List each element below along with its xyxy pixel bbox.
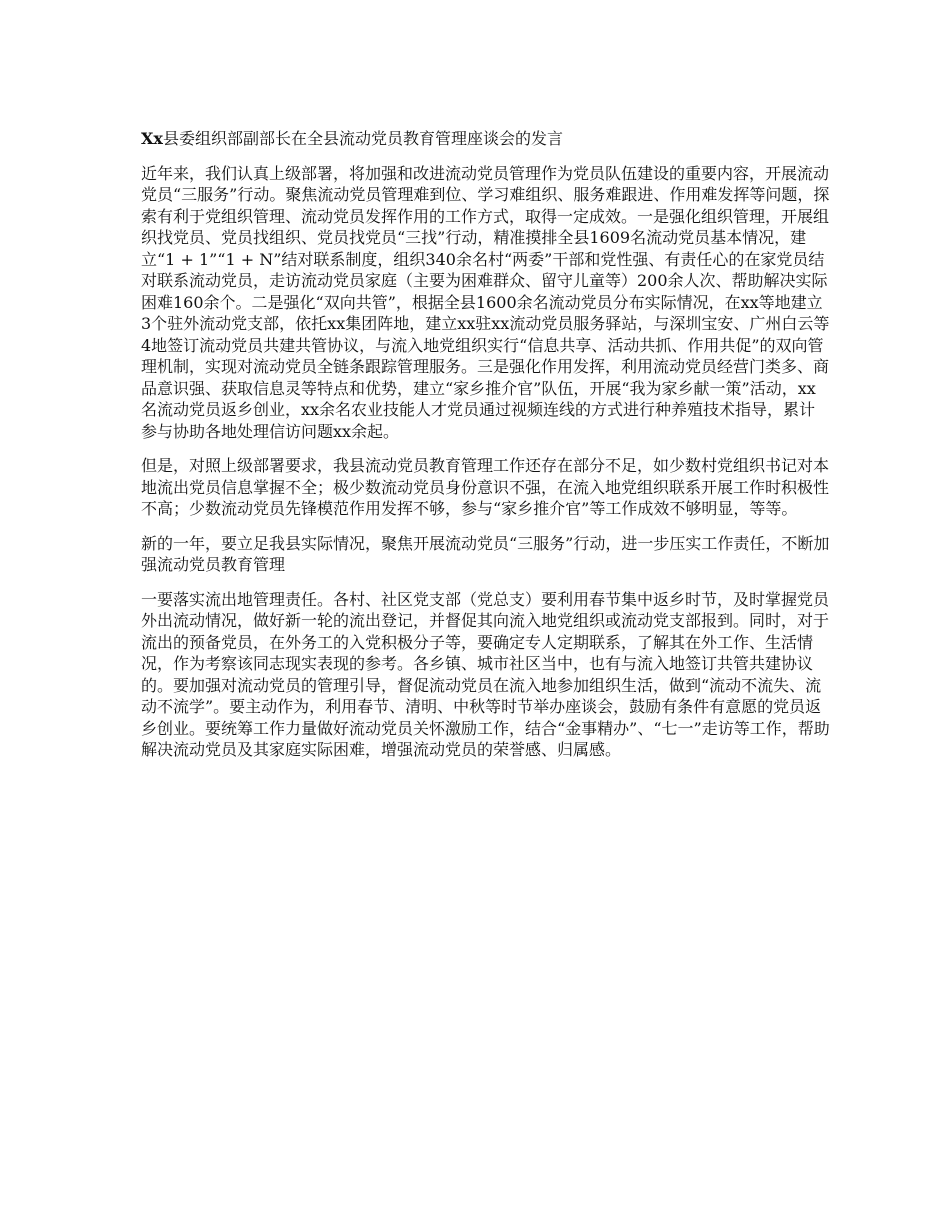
paragraph-2: 但是，对照上级部署要求，我县流动党员教育管理工作还存在部分不足，如少数村党组织书记对本地流出党员信息掌握不全；极少数流动党员身份意识不强，在流入地党组织联系开展工作时积极性不高；少数流动党员先锋模范作用发挥不够，参与“家乡推介官”等工作成效不够明显，等等。 — [141, 456, 830, 518]
document-body — [141, 128, 831, 774]
paragraph-4: 一要落实流出地管理责任。各村、社区党支部（党总支）要利用春节集中返乡时节，及时掌握党员外出流动情况，做好新一轮的流出登记，并督促其向流入地党组织或流动党支部报到。同时，对于流出的预备党员，在外务工的入党积极分子等，要确定专人定期联系，了解其在外工作、生活情况，作为考察该同志现实表现的参考。各乡镇、城市社区当中，也有与流入地签订共管共建协议的。要加强对流动党员的管理引导，督促流动党员在流入地参加组织生活，做到“流动不流失、流动不流学”。要主动作为，利用春节、清明、中秋等时节举办座谈会，鼓励有条件有意愿的党员返乡创业。要统筹工作力量做好流动党员关怀激励工作，结合“金事精办”、“七一”走访等工作，帮助解决流动党员及其家庭实际困难，增强流动党员的荣誉感、归属感。 — [141, 589, 830, 759]
title-rest: 县委组织部副部长在全县流动党员教育管理座谈会的发言 — [162, 129, 563, 148]
title-prefix: Xx — [141, 129, 163, 148]
document-title — [141, 128, 831, 150]
paragraph-3: 新的一年，要立足我县实际情况，聚焦开展流动党员“三服务”行动，进一步压实工作责任，不断加强流动党员教育管理 — [141, 533, 830, 574]
paragraph-1: 近年来，我们认真上级部署，将加强和改进流动党员管理作为党员队伍建设的重要内容，开展流动党员“三服务”行动。聚焦流动党员管理难到位、学习难组织、服务难跟进、作用难发挥等问题，探索有利于党组织管理、流动党员发挥作用的工作方式，取得一定成效。一是强化组织管理，开展组织找党员、党员找组织、党员找党员“三找”行动，精准摸排全县1609名流动党员基本情况，建立“1 + 1”“1 + N”结对联系制度，组织340余名村“两委”干部和党性强、有责任心的在家党员结对联系流动党员，走访流动党员家庭（主要为困难群众、留守儿童等）200余人次、帮助解决实际困难160余个。二是强化“双向共管”，根据全县1600余名流动党员分布实际情况，在xx等地建立3个驻外流动党支部，依托xx集团阵地，建立xx驻xx流动党员服务驿站，与深圳宝安、广州白云等4地签订流动党员共建共管协议，与流入地党组织实行“信息共享、活动共抓、作用共促”的双向管理机制，实现对流动党员全链条跟踪管理服务。三是强化作用发挥，利用流动党员经营门类多、商品意识强、获取信息灵等特点和优势，建立“家乡推介官”队伍，开展“我为家乡献一策”活动，xx名流动党员返乡创业，xx余名农业技能人才党员通过视频连线的方式进行种养殖技术指导，累计参与协助各地处理信访问题xx余起。 — [141, 163, 830, 441]
